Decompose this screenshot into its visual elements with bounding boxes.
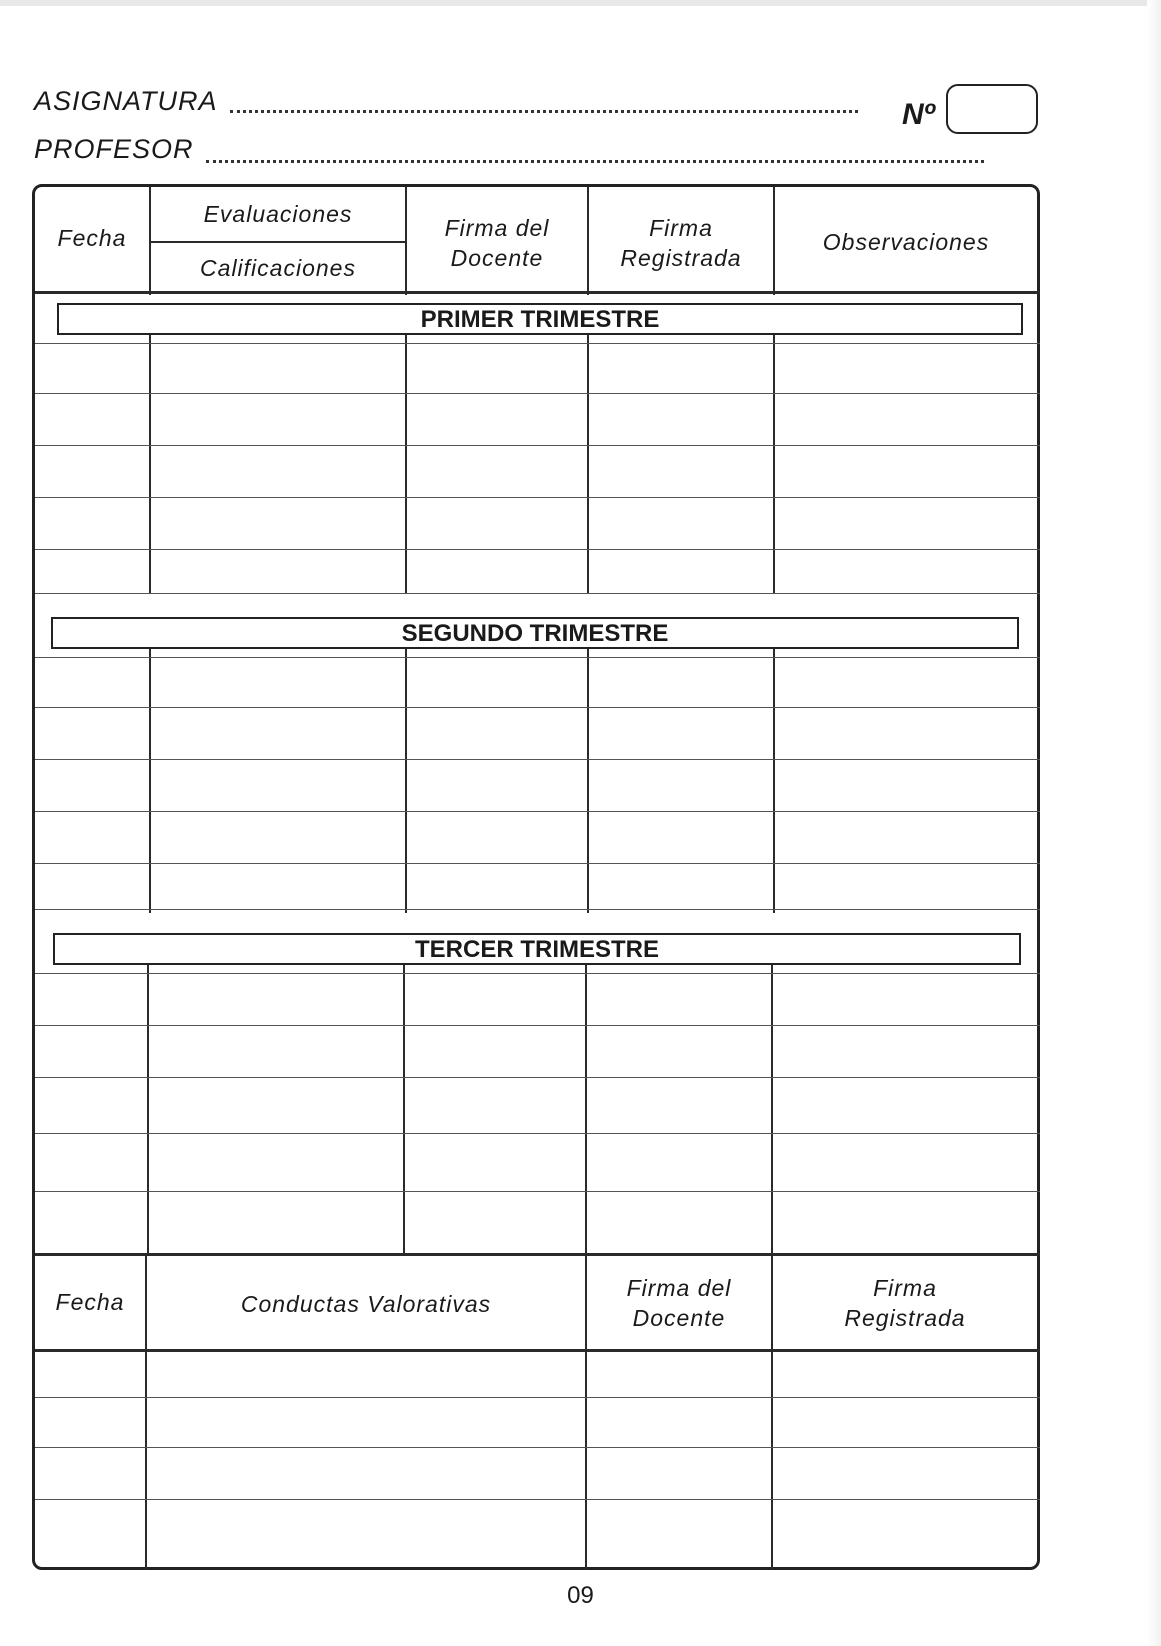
col-divider (587, 335, 589, 593)
page-right-edge (1147, 0, 1161, 1646)
table-row[interactable] (35, 909, 1040, 910)
header-grades: Calificaciones (200, 255, 356, 281)
col-divider (403, 965, 405, 1255)
conduct-table-top-line (35, 1253, 1040, 1256)
conduct-header-date: Fecha (55, 1289, 125, 1315)
table-row[interactable] (35, 1499, 1040, 1500)
table-row[interactable] (35, 497, 1040, 498)
col-divider (585, 965, 587, 1255)
header-date: Fecha (57, 225, 127, 251)
page-number: 09 (567, 1582, 594, 1609)
col-divider (773, 335, 775, 593)
teacher-field[interactable] (206, 160, 984, 163)
term-1-band: PRIMER TRIMESTRE (57, 303, 1023, 335)
table-row[interactable] (35, 445, 1040, 446)
header-observations: Observaciones (822, 229, 990, 255)
col-divider (405, 649, 407, 913)
col-divider (587, 649, 589, 913)
table-row[interactable] (35, 593, 1040, 594)
grades-sheet (32, 184, 1040, 1570)
sub-header-divider (149, 241, 407, 243)
table-row[interactable] (35, 1077, 1040, 1078)
table-row[interactable] (35, 863, 1040, 864)
col-divider (147, 965, 149, 1255)
table-row[interactable] (35, 1025, 1040, 1026)
table-row[interactable] (35, 707, 1040, 708)
table-row[interactable] (35, 759, 1040, 760)
number-label: Nº (902, 98, 935, 131)
col-divider (149, 335, 151, 593)
table-row[interactable] (35, 549, 1040, 550)
header-evaluations: Evaluaciones (203, 201, 353, 227)
table-row[interactable] (35, 1133, 1040, 1134)
header-registered-signature: Firma Registrada (620, 215, 742, 271)
table-row[interactable] (35, 811, 1040, 812)
table-row[interactable] (35, 1447, 1040, 1448)
subject-label: ASIGNATURA (34, 86, 218, 116)
conduct-header-registered-signature: Firma Registrada (844, 1275, 966, 1331)
table-row[interactable] (35, 1397, 1040, 1398)
conduct-header-teacher-signature: Firma del Docente (626, 1275, 732, 1331)
conduct-header-conduct: Conductas Valorativas (240, 1291, 492, 1317)
col-divider (405, 335, 407, 593)
conduct-header-bottom-line (35, 1349, 1040, 1352)
page-top-edge (0, 0, 1161, 6)
subject-field[interactable] (230, 110, 858, 113)
col-divider (773, 649, 775, 913)
teacher-label: PROFESOR (34, 134, 194, 164)
table-row[interactable] (35, 1191, 1040, 1192)
col-divider (771, 965, 773, 1255)
header-teacher-signature: Firma del Docente (444, 215, 550, 271)
table-row[interactable] (35, 343, 1040, 344)
term-3-band: TERCER TRIMESTRE (53, 933, 1021, 965)
col-divider (149, 649, 151, 913)
term-2-band: SEGUNDO TRIMESTRE (51, 617, 1019, 649)
table-row[interactable] (35, 657, 1040, 658)
header-bottom-line (35, 291, 1040, 294)
table-row[interactable] (35, 393, 1040, 394)
table-row[interactable] (35, 973, 1040, 974)
number-field[interactable] (946, 84, 1038, 134)
